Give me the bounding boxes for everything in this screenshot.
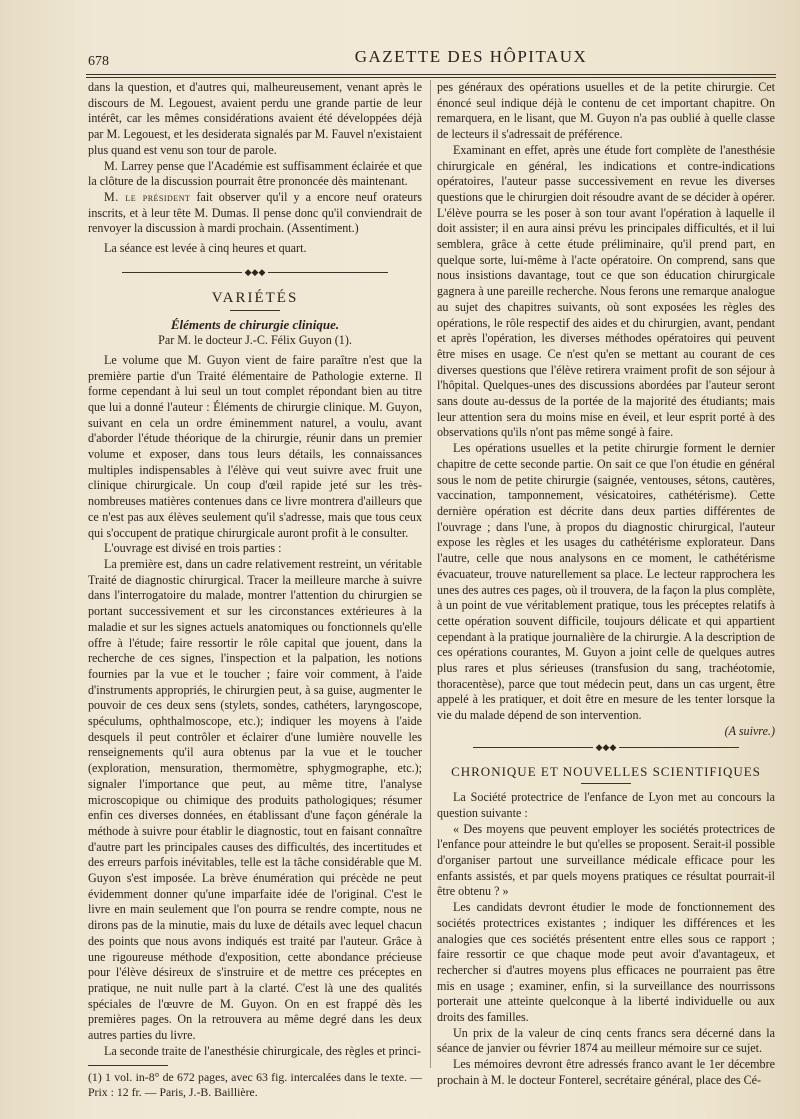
paragraph: Un prix de la valeur de cinq cents francs sera décerné dans la séance de janvier ou février 1874 au meilleur mémoire sur ce sujet. — [437, 1025, 775, 1056]
paragraph: La séance est levée à cinq heures et quart. — [104, 241, 307, 256]
paragraph: Le volume que M. Guyon vient de faire paraître n'est que la première partie d'un Traité élémentaire de Pathologie externe. Il forme cependant à lui seul un tout complet répondant bien au titre que lui a donné l'auteur : Éléments de chirurgie clinique. M. Guyon, suivant en cela un ordre éminemment naturel, a voulu, avant d'aborder l'étude théorique de la chirurgie, réunir dans un premier volume et exposer, dans tous leurs détails, les connaissances multiples indispensables à l'élève qui veut suivre avec fruit une clinique chirurgicale. Un coup d'œil rapide jeté sur les très-nombreuses matières contenues dans ce livre montrera d'ailleurs que ce n'est pas aux élèves seulement qu'il s'adresse, mais que tous ceux qui s'occupent de pratique chirurgicale auront profit à le consulter. — [88, 352, 422, 540]
column-separator — [430, 80, 431, 1068]
paragraph: Les mémoires devront être adressés franco avant le 1er décembre prochain à M. le docteur Fonterel, secrétaire général, place des Cé- — [437, 1057, 775, 1087]
paragraph: dans la question, et d'autres qui, malheureusement, venant après le discours de M. Legouest, avaient perdu une grande partie de leur intérêt, car les mêmes considérations avaient été développées déjà par M. Legouest, et les desiderata signalés par M. Fauvel n'existaient plus quand est venu son tour de parole. — [88, 80, 422, 157]
paragraph — [88, 190, 422, 237]
byline: Par M. le docteur J.-C. Félix Guyon (1). — [158, 333, 352, 348]
footnote: (1) 1 vol. in-8° de 672 pages, avec 63 fig. intercalées dans le texte. — Prix : 12 fr. — Paris, J.-B. Baillière. — [88, 1070, 422, 1100]
title-rule — [230, 310, 280, 311]
speaker-label: M. le président — [104, 189, 191, 204]
paragraph: « Des moyens que peuvent employer les sociétés protectrices de l'enfance pour atteindre le but qu'elles se proposent. Serait-il possible d'organiser partout une surveillance médicale efficace pour les enfants assistés, et par quels moyens pratiques ce résultat pourrait-il être obtenu ? » — [437, 821, 775, 899]
paragraph: L'ouvrage est divisé en trois parties : — [104, 541, 282, 556]
section-ornament: ◆◆◆ — [437, 740, 775, 758]
left-column — [88, 80, 422, 1100]
right-column — [437, 80, 775, 1089]
running-head: GAZETTE DES HÔPITAUX — [354, 47, 588, 66]
paragraph-text: fait observer qu'il y a encore neuf orateurs inscrits, et à leur tête M. Dumas. Il pense donc qu'il conviendrait de renvoyer la discussion à mardi prochain. (Assentiment.) — [88, 189, 422, 236]
paragraph: pes généraux des opérations usuelles et de la petite chirurgie. Cet énoncé seul indique déjà le contenu de cet important chapitre. On remarquera, en le lisant, que M. Guyon n'a pas oublié à quelle classe de lecteurs il s'adressait de préférence. — [437, 80, 775, 142]
page-number: 678 — [88, 54, 109, 69]
footnote-rule — [88, 1065, 168, 1066]
paragraph: La première est, dans un cadre relativement restreint, un véritable Traité de diagnostic chirurgical. Tracer la meilleure marche à suivre dans l'interrogatoire du malade, montrer l'attention du chirurgien se portant successivement et sur les circonstances extérieures à la maladie et sur les signes actuels anatomiques ou fonctionnels qu'elle offre à l'étude; faire ressortir le rôle capital que jouent, dans la recherche de ces signes, l'inspection et la palpation, les notions fournies par la vue et le toucher ; faire voir comment, à l'aide d'instruments appropriés, le chirurgien peut, à sa guise, augmenter le pouvoir de ces deux sens (stylets, sondes, cathéters, laryngoscope, spéculums, ophthalmoscope, etc.); indiquer les moyens à l'aide desquels il peut contrôler et éclairer d'une lumière nouvelle les renseignements qu'il aura obtenus par la vue et le toucher (exploration, mensuration, thermomètre, sphygmographe, etc.); signaler l'importance que peut, au même titre, l'analyse microscopique ou chimique des produits pathologiques; résumer enfin ces diverses données, en établissant d'une façon générale la méthode à suivre pour établir le diagnostic, tout en faisant connaître d'autre part les principales causes des difficultés, des incertitudes et des erreurs parfois inévitables, telle est la tâche considérable que M. Guyon s'est imposée. La brève énumération qui précède ne peut évidemment donner qu'une imparfaite idée de l'original. C'est le livre en main seulement que l'on pourra se rendre compte, nous ne dirons pas de la minutie, mais du luxe de détails avec lequel chacun des points que nous avons indiqués est traité par l'auteur. Grâce à une rigoureuse méthode d'exposition, cette abondance précieuse pour l'élève désireux de s'instruire et de mettre ces préceptes en pratique, ne nuit nulle part à la clarté. C'est là une des qualités spéciales de l'œuvre de M. Guyon. On en est frappé dès les premières pages. On la retrouvera au même degré dans les deux autres parties du livre. — [88, 556, 422, 1043]
title-rule — [581, 783, 631, 784]
paragraph: Les opérations usuelles et la petite chirurgie forment le dernier chapitre de cette seconde partie. On sait ce que l'on étudie en général sous le nom de petite chirurgie (saignée, ventouses, sétons, cautères, vaccination, tamponnement, vésicatoires, cathétérisme). Cette dernière opération est décrite dans deux parties différentes de l'ouvrage ; dans l'une, à propos du diagnostic chirurgical, l'auteur expose les règles et les usages du cathétérisme explorateur. Dans l'autre, celle que nous analysons en ce moment, le cathétérisme évacuateur, trouve naturellement sa place. Le lecteur rapprochera les unes des autres ces pages, où il trouvera, de la façon la plus complète, à un point de vue véritablement pratique, tous les préceptes relatifs à cette opération souvent difficile, toujours délicate et qui appartient cependant à la pratique journalière de la chirurgie. A la description de ces opérations courantes, M. Guyon a joint celle de quelques autres plus rares et plus sérieuses (transfusion du sang, trachéotomie, thoracentèse), parce que tout médecin peut, dans un cas urgent, être appelé à les pratiquer, et doit être en mesure de les tenter lorsque la vie du malade dépend de son intervention. — [437, 441, 775, 723]
section-title: VARIÉTÉS — [211, 289, 299, 306]
article-title: Éléments de chirurgie clinique. — [170, 317, 340, 333]
to-be-continued: (A suivre.) — [724, 723, 775, 738]
header-rule — [86, 74, 776, 75]
header-rule-double — [86, 77, 776, 78]
paragraph: La seconde traite de l'anesthésie chirurgicale, des règles et princi- — [104, 1043, 421, 1058]
paragraph: Les candidats devront étudier le mode de fonctionnement des sociétés protectrices existantes ; indiquer les différences et les analogies que ces sociétés présentent entre elles sous ce rapport ; faire ressortir ce que chaque mode peut avoir d'avantageux, et rechercher si d'autres moyens plus efficaces ne pourraient pas être mis en usage ; examiner, enfin, si la surveillance des nourrissons porterait une atteinte quelconque à la liberté individuelle ou aux droits des familles. — [437, 900, 775, 1025]
paragraph: La Société protectrice de l'enfance de Lyon met au concours la question suivante : — [437, 790, 775, 820]
section-ornament: ◆◆◆ — [88, 265, 422, 283]
paragraph: M. Larrey pense que l'Académie est suffisamment éclairée et que la clôture de la discussion pourrait être prononcée dès maintenant. — [88, 158, 422, 189]
paragraph: Examinant en effet, après une étude fort complète de l'anesthésie chirurgicale en général, les indications et contre-indications opératoires, l'auteur passe successivement en revue les diverses questions que le chirurgien doit résoudre avant de se décider à opérer. L'élève pourra se les poser à son tour avant l'opération à laquelle il doit assister; il en aura ainsi prévu les principales difficultés, et il lui semblera, grâce à cette étude préliminaire, qu'il prend part, en quelque sorte, lui-même à l'acte opératoire. On comprend, sans que nous insistions davantage, tout ce que son éducation chirurgicale gagnera à une pareille recherche. Nous ferons une remarque analogue au sujet des chapitres suivants, où sont exposées les règles des opérations, le rôle respectif des aides et du chirurgien, avant, pendant et après l'opération, les diverses méthodes opératoires qui peuvent être mises en usage. Ce n'est qu'en se mettant au courant de ces diverses questions que l'élève retirera vraiment profit de son séjour à l'hôpital. Quelques-unes des discussions abordées par l'auteur seront sans doute au-dessus de la portée de la majorité des étudiants; mais leur attention sera du moins mise en éveil, et leur esprit porté à des observations qu'ils n'ont pas même songé à faire. — [437, 142, 775, 440]
page-header — [86, 45, 774, 75]
section-title: CHRONIQUE ET NOUVELLES SCIENTIFIQUES — [451, 763, 761, 779]
